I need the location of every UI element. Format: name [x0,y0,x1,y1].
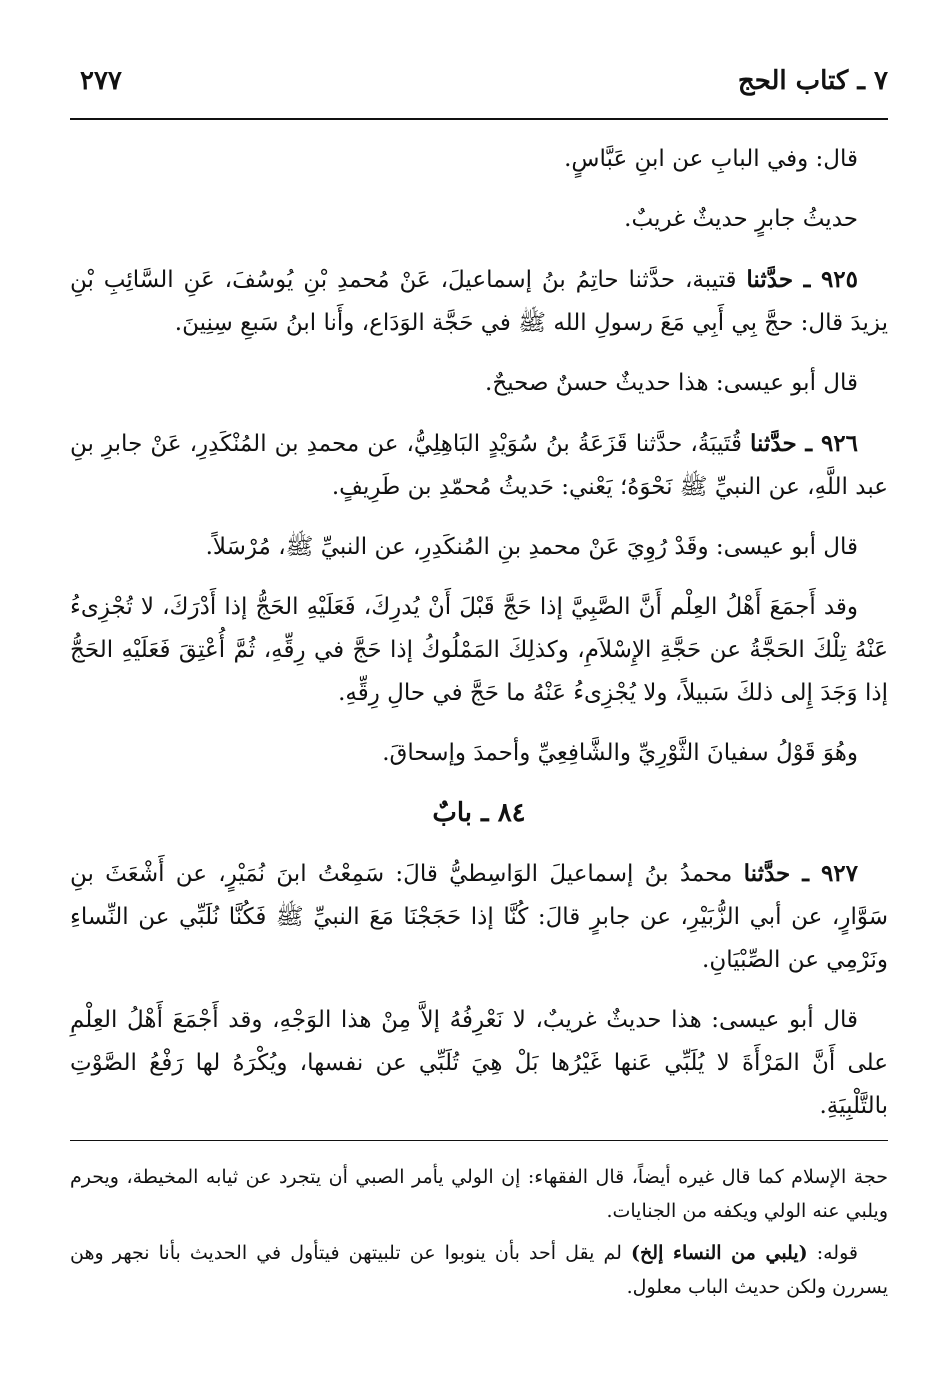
paragraph: قال أبو عيسى: وقَدْ رُوِيَ عَنْ محمدِ بنِ المُنكَدِرِ، عن النبيِّ ﷺ، مُرْسَلاً. [205,534,858,560]
page-number: ٢٧٧ [80,66,122,96]
chapter-title: ٧ ـ كتاب الحج [737,66,888,96]
footnote [70,1236,888,1304]
hadith-paragraph [70,258,888,345]
paragraph: وهُوَ قَوْلُ سفيانَ الثَّوْرِيِّ والشَّافِعِيِّ وأحمدَ وإسحاقَ. [382,740,858,766]
footnote: حجة الإسلام كما قال غيره أيضاً، قال الفقهاء: إن الولي يأمر الصبي أن يتجرد عن ثيابه المخيطة، ويحرم ويلبي عنه الولي ويكفه من الجنايات. [70,1166,888,1222]
footnote-lead: قوله: [807,1242,858,1264]
footnote-rule [70,1140,888,1141]
hadith-text: قُتَيبَةُ، حدَّثنا قَزَعَةُ بنُ سُوَيْدٍ البَاهِلِيُّ، عن محمدِ بن المُنْكَدِرِ، عَنْ جابرِ بنِ عبد اللَّهِ، عن النبيِّ ﷺ نَحْوَهُ؛ يَعْني: حَديثُ مُحمّدِ بن طَرِيفٍ. [70,431,888,500]
paragraph: قال أبو عيسى: هذا حديثٌ غريبٌ، لا نَعْرِفُهُ إلاَّ مِنْ هذا الوَجْهِ، وقد أَجْمَعَ أَهْلُ العِلْمِ على أَنَّ المَرْأَةَ لا يُلَبِّي عَنها غَيْرُها بَلْ هِيَ تُلَبِّي عن نفسها، ويُكْرَهُ لها رَفْعُ الصَّوْتِ بالتَّلْبِيَةِ. [70,1007,888,1119]
page-header [70,60,888,106]
section-heading: ٨٤ ـ بابٌ [432,798,526,828]
hadith-number: ٩٢٦ ـ حدَّثنا [750,430,858,457]
hadith-number: ٩٢٧ ـ حدَّثنا [743,860,858,887]
paragraph: حديثُ جابرٍ حديثٌ غريبٌ. [624,206,858,232]
paragraph: قال أبو عيسى: هذا حديثٌ حسنٌ صحيحٌ. [485,370,858,396]
footnote-quote: (يلبي من النساء إلخ) [631,1242,808,1264]
paragraph: وقد أَجمَعَ أَهْلُ العِلْم أَنَّ الصَّبِيَّ إذا حَجَّ قَبْلَ أَنْ يُدرِكَ، فَعَلَيْهِ الحَجُّ إذا أَدْرَكَ، لا تُجْزِىءُ عَنْهُ تِلْكَ الحَجَّةُ عن حَجَّةِ الإِسْلاَمِ، وكذلِكَ المَمْلُوكُ إذا حَجَّ في رِقِّهِ، ثُمَّ أُعْتِقَ فَعَلَيْهِ الحَجُّ إذا وَجَدَ إِلى ذلكَ سَبيلاً، ولا يُجْزِىءُ عَنْهُ ما حَجَّ في حالِ رِقِّهِ. [70,594,888,706]
hadith-paragraph [70,422,888,509]
hadith-number: ٩٢٥ ـ حدَّثنا [746,266,858,293]
hadith-paragraph [70,852,888,982]
header-rule [70,118,888,120]
main-text [70,138,888,1145]
hadith-text: محمدُ بنُ إسماعيلَ الوَاسِطيُّ قالَ: سَمِعْتُ ابنَ نُمَيْرٍ، عن أَشْعَثَ بنِ سَوَّارٍ، عن أبي الزُّبَيْرِ، عن جابرٍ قالَ: كُنَّا إذا حَجَجْنَا مَعَ النبيِّ ﷺ فَكُنَّا نُلَبِّي عن النِّساءِ ونَرْمِي عن الصِّبْيَانِ. [70,861,888,973]
hadith-text: قتيبة، حدَّثنا حاتِمُ بنُ إسماعيلَ، عَنْ مُحمدِ بْنِ يُوسُفَ، عَنِ السَّائِبِ بْنِ يزيدَ قال: حجَّ بِي أَبِي مَعَ رسولِ الله ﷺ في حَجَّة الوَدَاع، وأَنا ابنُ سَبعِ سِنِينَ. [70,267,888,336]
paragraph: قال: وفي البابِ عن ابنِ عَبَّاسٍ. [564,146,858,172]
footnote-text: لم يقل أحد بأن ينوبوا عن تلبيتهن فيتأول في الحديث بأنا نجهر وهن يسررن ولكن حديث الباب معلول. [70,1242,888,1298]
footnotes [70,1160,888,1312]
